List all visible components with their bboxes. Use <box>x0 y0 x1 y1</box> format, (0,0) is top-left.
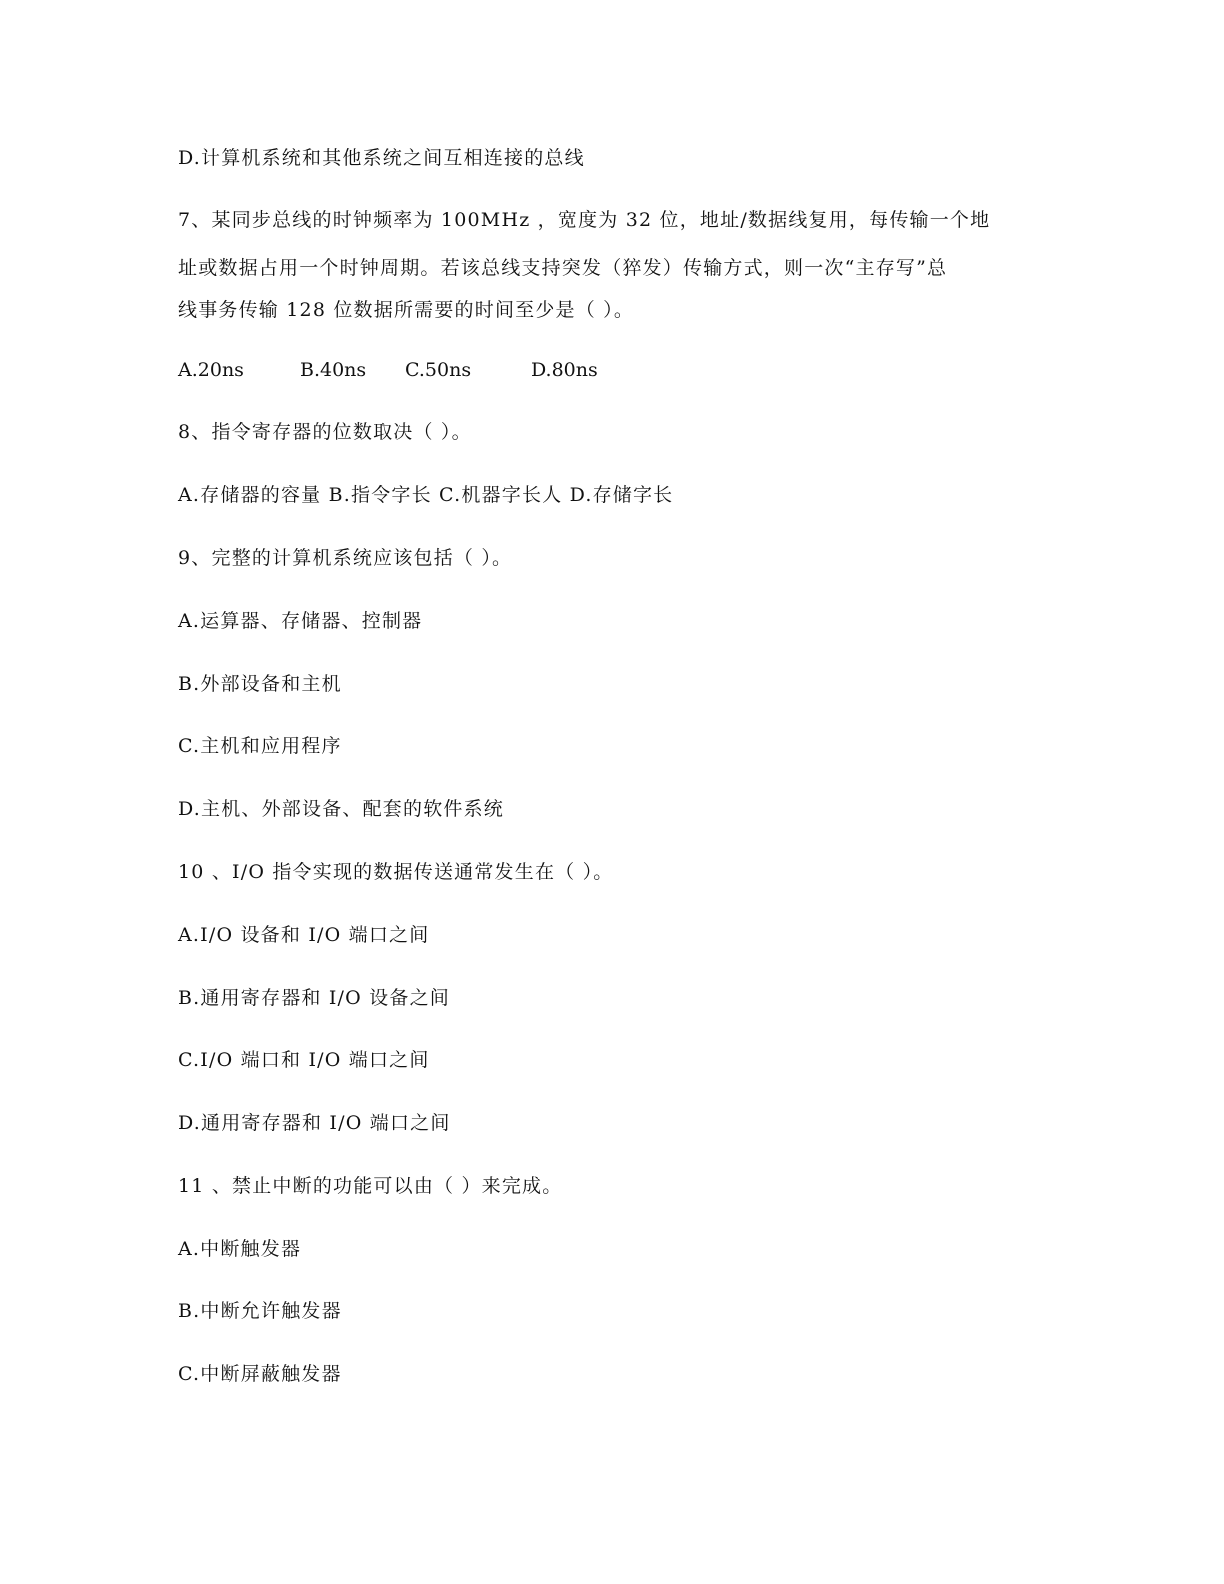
q10-option-a: A.I/O 设备和 I/O 端口之间 <box>178 924 430 946</box>
q9-stem: 9、完整的计算机系统应该包括（ ）。 <box>178 547 513 569</box>
q10-stem: 10 、I/O 指令实现的数据传送通常发生在（ ）。 <box>178 861 614 883</box>
q8-stem: 8、指令寄存器的位数取决（ ）。 <box>178 421 472 443</box>
q6-option-d: D.计算机系统和其他系统之间互相连接的总线 <box>178 147 585 169</box>
q7-option-d: D.80ns <box>531 359 598 381</box>
q7-option-c: C.50ns <box>405 359 472 381</box>
q7-option-a: A.20ns <box>178 359 244 381</box>
q7-option-b: B.40ns <box>300 359 367 381</box>
q10-option-d: D.通用寄存器和 I/O 端口之间 <box>178 1112 451 1134</box>
q8-options: A.存储器的容量 B.指令字长 C.机器字长人 D.存储字长 <box>178 484 674 506</box>
q7-stem-line-3: 线事务传输 128 位数据所需要的时间至少是（ ）。 <box>178 299 635 321</box>
q9-option-d: D.主机、外部设备、配套的软件系统 <box>178 798 504 820</box>
q11-stem: 11 、禁止中断的功能可以由（ ）来完成。 <box>178 1175 563 1197</box>
q11-option-c: C.中断屏蔽触发器 <box>178 1363 342 1385</box>
q9-option-b: B.外部设备和主机 <box>178 673 342 695</box>
q10-option-c: C.I/O 端口和 I/O 端口之间 <box>178 1049 430 1071</box>
q9-option-a: A.运算器、存储器、控制器 <box>178 610 423 632</box>
q9-option-c: C.主机和应用程序 <box>178 735 342 757</box>
q11-option-b: B.中断允许触发器 <box>178 1300 342 1322</box>
q11-option-a: A.中断触发器 <box>178 1238 302 1260</box>
q7-stem-line-1: 7、某同步总线的时钟频率为 100MHz ，宽度为 32 位，地址/数据线复用，每传输一个地 <box>178 209 991 231</box>
q10-option-b: B.通用寄存器和 I/O 设备之间 <box>178 987 450 1009</box>
q7-stem-line-2: 址或数据占用一个时钟周期。若该总线支持突发（猝发）传输方式，则一次“主存写”总 <box>178 257 948 279</box>
